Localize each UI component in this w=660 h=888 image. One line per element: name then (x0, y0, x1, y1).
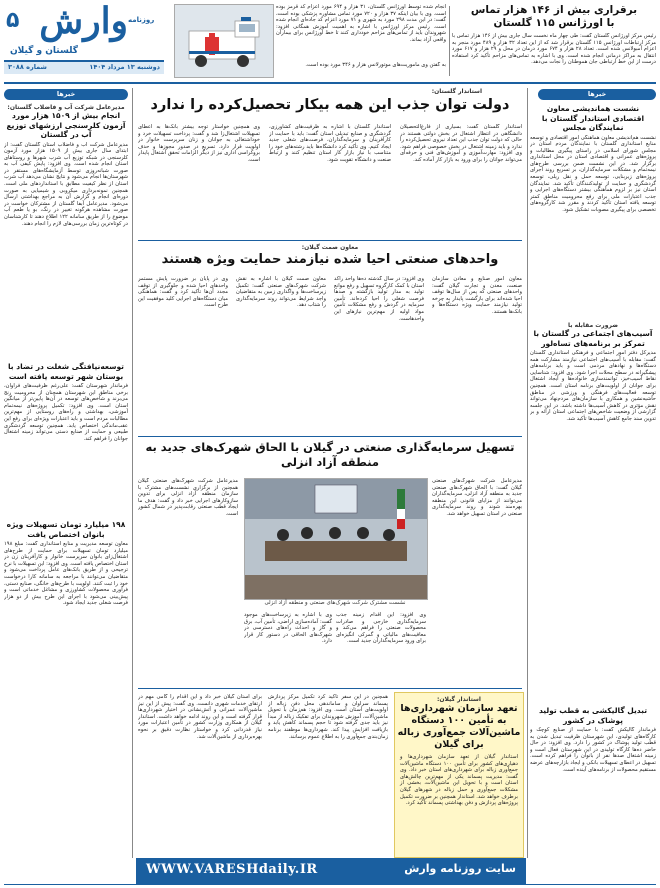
left-story-3-body: معاون توسعه مدیریت و منابع استانداری گفت: مبلغ ۱۹۸ میلیارد تومان تسهیلات برای حمایت از طرح‌های اشتغال‌زای بانوان سرپرست خانوار و کارآفرینان زن در استان اختصاص یافته است. وی افزود: این تسهیلات با نرخ ترجیحی و از طریق بانک‌های عامل پرداخت می‌شود و متقاضیان می‌توانند با مراجعه به سامانه کارا درخواست خود را ثبت کنند. اولویت با طرح‌های خانگی، صنایع دستی، فرآوری محصولات کشاورزی و مشاغل خدماتی است و پیش‌بینی می‌شود با اجرای این طرح بیش از دو هزار فرصت شغلی جدید ایجاد شود. (4, 541, 128, 607)
ambulance-story (276, 4, 446, 78)
industrial-story-body-4: مدیرعامل شرکت شهرک‌های صنعتی گیلان همچنین از برگزاری نشست‌های مشترک با سازمان منطقه آزاد انزلی برای تدوین سازوکارهای اجرایی خبر داد و گفت: هدف ما ایجاد قطب صنعتی رقابت‌پذیر در شمال کشور است. (138, 478, 238, 517)
waste-story-body: استاندار گیلان از تعهد سازمان شهرداری‌ها و دهیاری‌های کشور برای تأمین ۱۰۰ دستگاه ماشین‌آلات جمع‌آوری زباله برای شهرداری‌های استان خبر داد. وی گفت: مدیریت پسماند یکی از مهم‌ترین چالش‌های استان است و با تحویل این ماشین‌آلات، بخشی از مشکلات جمع‌آوری و حمل زباله در شهرهای گیلان برطرف خواهد شد. استاندار همچنین بر ضرورت تکمیل پروژه‌های پردازش و دفن بهداشتی پسماند تأکید کرد. (400, 754, 518, 807)
top-story (452, 4, 656, 74)
footer-label: سایت روزنامه وارش (404, 862, 516, 875)
right-news-3 (530, 706, 656, 871)
page-number: ۵ (6, 8, 20, 33)
masthead-date: دوشنبه ۱۳ مرداد ۱۴۰۴ (89, 63, 160, 71)
ambulance-illustration (175, 5, 273, 77)
main-story-kicker: استاندار گلستان: (431, 88, 482, 95)
left-story-2-headline: توسعه‌نیافتگی شغلت در تضاد با بوستان شهر توسعه یافته است (7, 362, 124, 381)
bottom-col-2-body: همچنین در این سفر تأکید کرد تکمیل مرکز پردازش پسماند سراوان و ساماندهی محل دفن زباله از اولویت‌های استان است. وی افزود: هم‌زمان با تحویل ماشین‌آلات، آموزش شهروندان برای تفکیک زباله از مبدأ نیز باید جدی گرفته شود تا حجم پسماند کاهش یابد و بازیافت افزایش پیدا کند. شهرداری‌ها موظفند برنامه زمان‌بندی جمع‌آوری را به اطلاع عموم برسانند. (268, 694, 388, 740)
middle-story-body-1: معاون امور صنایع و معادن سازمان صنعت، معدن و تجارت گیلان گفت: واحدهای صنعتی که پس از سال‌ها توقف احیا شده‌اند برای بازگشت پایدار به چرخه تولید نیازمند حمایت ویژه دستگاه‌ها و بانک‌ها هستند. (432, 276, 522, 315)
waste-story-headline-4: برای گیلان (434, 739, 484, 750)
left-story-1-kicker: مدیرعامل شرکت آب و فاضلاب گلستان: (7, 104, 125, 111)
right-news-2 (530, 322, 656, 574)
meeting-photo-caption: نشست مشترک شرکت شهرک‌های صنعتی و منطقه آزاد انزلی (264, 600, 406, 606)
waste-story-box (394, 692, 524, 858)
left-story-1 (4, 104, 128, 368)
middle-story-body-4: وی در پایان بر ضرورت پایش مستمر واحدهای احیا شده و جلوگیری از توقف مجدد آن‌ها تأکید کرد و گفت: هماهنگی میان دستگاه‌های اجرایی کلید موفقیت این طرح است. (138, 276, 228, 309)
right-news-2-kicker: ضرورت مقابله با (567, 322, 619, 329)
masthead-issue: شماره ۳۰۸۸ (8, 63, 47, 71)
waste-story-headline-3: ماشین‌آلات جمع‌آوری زباله (397, 727, 521, 738)
left-column-divider (132, 88, 133, 858)
meeting-illustration (245, 479, 427, 599)
waste-story-headline-1: تعهد سازمان شهرداری‌ها (400, 703, 518, 714)
middle-story-body-2: وی افزود: در سال گذشته ده‌ها واحد راکد استان با کمک کارگروه تسهیل و رفع موانع تولید به مدار تولید بازگشته و صدها فرصت شغلی را احیا کرده‌اند. تأمین سرمایه در گردش و رفع مشکلات تأمین مواد اولیه از مهم‌ترین نیازهای این واحدهاست. (334, 276, 424, 322)
masthead-province: گلستان و گیلان (9, 46, 79, 56)
ambulance-photo (174, 4, 274, 78)
main-story-rule (138, 240, 522, 241)
ambulance-story-body: انجام شده توسط اورژانس گلستان، ۳۱ هزار و ۶۹۴ مورد اعزام کد قرمز بوده است. وی با بیان اینکه ۳۷ هزار و ۷۲۰ مورد تماس مشاوره پزشکی بوده است، گفت: در این مدت ۲۹۸ مورد به شهری و ۷۱ مورد اعزام کد جاده‌ای انجام شده است. رئیس مرکز اورژانس با اشاره به اهمیت آموزش همگانی افزود: شهروندان باید از تماس‌های مزاحم خودداری کنند تا خط اورژانس برای بیماران واقعی آزاد بماند. (276, 4, 446, 43)
masthead-info-bar (4, 60, 164, 74)
left-story-3-headline: ۱۹۸ میلیارد تومان تسهیلات ویژه بانوان اختصاص یافت (6, 520, 126, 539)
industrial-story (138, 440, 522, 470)
right-news-2-body: مدیرکل دفتر امور اجتماعی و فرهنگی استانداری گلستان گفت: مقابله با آسیب‌های اجتماعی نیازمند مشارکت همه دستگاه‌ها و نهادهای مردمی است و باید برنامه‌های پیشگیرانه در سطح محلات اجرا شود. وی افزود: شناسایی نقاط آسیب‌خیز، توانمندسازی خانواده‌ها و ایجاد اشتغال برای جوانان از اولویت‌های برنامه استان است. همچنین توسعه فعالیت‌های فرهنگی و ورزشی در مناطق حاشیه‌نشین و همکاری با سازمان‌های مردم‌نهاد می‌تواند نقش مؤثری در کاهش آسیب‌ها داشته باشد. در این جلسه گزارشی از وضعیت شاخص‌های اجتماعی استان ارائه و بر تدوین سند جامع کاهش آسیب‌ها تأکید شد. (530, 350, 656, 422)
masthead-daily-label: روزنامه (128, 16, 155, 24)
main-story (138, 88, 522, 163)
top-story-headline-2: با اورژانس ۱۱۵ گلستان (493, 17, 615, 29)
middle-story (138, 244, 522, 322)
middle-story-headline: واحدهای صنعتی احیا شده نیازمند حمایت ویژه هستند (161, 252, 499, 267)
main-story-body-1: استاندار گلستان گفت: بسیاری از فارغ‌التحصیلان دانشگاهی در انتظار اشتغال در بخش دولتی هستند در حالی که دولت توان جذب این تعداد نیروی تحصیل‌کرده را ندارد و باید زمینه اشتغال در بخش خصوصی فراهم شود. وی افزود: مهارت‌آموزی و آموزش‌های فنی و حرفه‌ای می‌تواند جوانان را برای ورود به بازار کار آماده کند. (400, 124, 522, 163)
right-news-1-headline: نشست هماندیشی معاون اقتصادی استاندار گلستان با نمایندگان مجلس (541, 104, 645, 132)
bottom-rule (4, 884, 656, 885)
top-divider (449, 6, 450, 76)
right-news-2-headline: آسیب‌های اجتماعی در گلستان با تمرکز بر برنامه‌های تساه‌لور (533, 329, 653, 348)
footer-url[interactable]: WWW.VARESHdaily.IR (146, 862, 318, 877)
left-story-3 (4, 520, 128, 859)
industrial-story-rule (138, 688, 522, 689)
right-news-1 (530, 104, 656, 331)
industrial-story-headline-2: منطقه آزاد انزلی (280, 455, 380, 469)
waste-story-headline-2: به تأمین ۱۰۰ دستگاه (411, 715, 507, 726)
waste-story-kicker: استاندار گیلان: (437, 696, 481, 703)
right-column-divider (527, 88, 528, 858)
left-story-1-headline: انجام بیش از ۱۵۰۹ هزار مورد آزمون کلرسنجی ارزشهای توزیع آب در گلستان (6, 111, 126, 139)
main-story-body-3: وی همچنین خواستار توجه بیشتر بانک‌ها به اعطای تسهیلات اشتغال‌زا شد و گفت: پرداخت تسهیلات خرد و خوداشتغالی به جوانان و زنان سرپرست خانوار در اولویت قرار دارد. تسریع در صدور مجوزها و حذف بروکراسی اداری نیز از دیگر الزامات تحقق اشتغال پایدار است. (138, 124, 260, 163)
left-story-2 (4, 362, 128, 513)
top-story-body: رئیس مرکز اورژانس گلستان گفت: طی چهار ماه نخست سال جاری بیش از ۱۴۶ هزار تماس با مرکز ارتباطات اورژانس ۱۱۵ گلستان برقرار شد که از این تعداد ۳۲ هزار و ۴۸۹ مورد منجر به اعزام آمبولانس شده است. تعداد ۲۸ هزار و ۶۷۴ مورد درمان در محل و ۲۹ هزار و ۶۱۷ مورد انتقال به مراکز درمانی انجام شده است. وی با اشاره به تماس‌های مزاحم تأکید کرد استفاده درست از این خط ارتباطی جان هموطنان را نجات می‌دهد. (452, 33, 656, 66)
top-story-headline-1: برقراری بیش از ۱۴۶ هزار تماس (470, 4, 638, 16)
main-story-body-2: استاندار گلستان با اشاره به ظرفیت‌های کشاورزی، گردشگری و صنایع تبدیلی استان گفت: باید با حمایت از کارآفرینان و سرمایه‌گذاران، فرصت‌های شغلی جدید ایجاد کنیم. وی تأکید کرد دانشگاه‌ها باید رشته‌های خود را متناسب با نیاز بازار کار استان تنظیم کنند و ارتباط صنعت و دانشگاه تقویت شود. (269, 124, 391, 163)
middle-story-rule (138, 436, 522, 437)
industrial-story-body-3: وی با اشاره به زیرساخت‌های موجود گفت: آماده‌سازی اراضی، تأمین آب، برق و گاز و احداث راه‌های دسترسی در شهرک‌های الحاقی در دستور کار قرار دارد. (244, 612, 332, 645)
right-news-3-body: فرماندار گالیکش گفت: با حمایت از صنایع کوچک و کارگاه‌های تولیدی، این شهرستان ظرفیت تبدیل شدن به قطب تولید پوشاک در کشور را دارد. وی افزود: در حال حاضر ده‌ها کارگاه تولیدی در این شهرستان فعال است و زمینه اشتغال صدها نفر از بانوان را فراهم کرده است. تسهیل در اعطای تسهیلات بانکی و ایجاد بازارچه‌های عرضه مستقیم محصولات از برنامه‌های آینده است. (530, 727, 656, 773)
middle-story-body-3: معاون صمت گیلان با اشاره به نقش شرکت شهرک‌های صنعتی گفت: تکمیل زیرساخت‌ها و واگذاری زمین به متقاضیان واجد شرایط می‌تواند روند سرمایه‌گذاری را شتاب دهد. (236, 276, 326, 309)
industrial-story-headline-1: تسهیل سرمایه‌گذاری صنعتی در گیلان با الحاق شهرک‌های جدید به (145, 440, 515, 454)
industrial-story-body-2: وی افزود: این اقدام زمینه جذب سرمایه‌گذاری خارجی و صادرات محصولات صنعتی را فراهم می‌کند و معافیت‌های مالیاتی و گمرکی انگیزه‌ای برای ورود سرمایه‌گذاران جدید است. (336, 612, 426, 645)
masthead (0, 0, 168, 86)
right-news-label: خبرها (538, 89, 656, 100)
industrial-story-body-1: مدیرعامل شرکت شهرک‌های صنعتی گیلان گفت: با الحاق شهرک‌های صنعتی جدید به منطقه آزاد انزلی، سرمایه‌گذاران می‌توانند از مزایای قانونی این منطقه بهره‌مند شوند و روند سرمایه‌گذاری صنعتی در استان تسهیل خواهد شد. (432, 478, 522, 517)
middle-story-kicker: معاون صمت گیلان: (301, 244, 359, 251)
left-story-2-body: فرماندار شهرستان گفت: علی‌رغم ظرفیت‌های فراوان، برخی مناطق این شهرستان همچنان از محرومیت رنج می‌برند و شاخص‌های توسعه در آن‌ها پایین‌تر از میانگین استان است. وی افزود: تکمیل پروژه‌های نیمه‌تمام آموزشی، بهداشتی و راه‌های روستایی از مهم‌ترین مطالبات مردم است و باید اعتبارات ویژه‌ای برای رفع این عقب‌ماندگی اختصاص یابد. همچنین توسعه گردشگری طبیعی و حمایت از صنایع دستی می‌تواند زمینه اشتغال جوانان را فراهم کند. (4, 383, 128, 442)
masthead-logo: وارش (39, 0, 128, 42)
footer-banner (136, 858, 526, 884)
meeting-photo (244, 478, 428, 600)
right-news-1-body: نشست هم‌اندیشی معاون هماهنگی امور اقتصادی و توسعه منابع استانداری گلستان با نمایندگان مردم استان در مجلس شورای اسلامی در راستای پیگیری مطالبات و پروژه‌های عمرانی و اقتصادی استان در محل استانداری برگزار شد. در این نشست ضمن بررسی طرح‌های نیمه‌تمام و مشکلات سرمایه‌گذاران، بر تسریع روند اجرای پروژه‌های زیربنایی، توسعه حمل و نقل ریلی، توسعه گردشگری و حمایت از تولیدکنندگان تأکید شد. نمایندگان استان نیز بر لزوم هماهنگی بیشتر دستگاه‌های اجرایی و جذب اعتبارات ملی برای رفع محرومیت مناطق کمتر توسعه یافته استان تأکید کردند و مقرر شد کارگروه‌های تخصصی برای پیگیری مصوبات تشکیل شود. (530, 134, 656, 214)
left-story-1-body: مدیرعامل شرکت آب و فاضلاب استان گلستان گفت: از ابتدای سال جاری بیش از ۱۵۰۹ هزار مورد آزمون کلرسنجی در شبکه توزیع آب شرب شهرها و روستاهای استان انجام شده است. وی افزود: پایش کیفی آب به صورت شبانه‌روزی توسط آزمایشگاه‌های مستقر در شهرستان‌ها انجام می‌شود و نتایج نشان می‌دهد آب شرب استان از نظر کیفیت مطابق با استانداردهای ملی است. همچنین نمونه‌برداری میکروبی و شیمیایی به صورت دوره‌ای انجام و گزارش آن به مراجع بهداشتی ارسال می‌شود. مدیرعامل آبفا گلستان از مشترکان خواست در صورت مشاهده هرگونه تغییر در رنگ، بو یا طعم آب موضوع را از طریق سامانه ۱۲۲ اطلاع دهند تا کارشناسان در کوتاه‌ترین زمان بررسی‌های لازم را انجام دهند. (4, 141, 128, 227)
left-news-label: خبرها (4, 89, 128, 100)
bottom-col-3-body: برای استان گیلان خبر داد و این اقدام را گامی مهم در ارتقای خدمات شهری دانست. وی گفت: پیش از این نیز ماشین‌آلات عمرانی و آتش‌نشانی در اختیار شهرداری‌ها قرار گرفته است و این روند ادامه خواهد داشت. استاندار گیلان از همکاری وزارت کشور در تأمین اعتبارات مورد نیاز قدردانی کرد و خواستار نظارت دقیق بر نحوه بهره‌برداری از ماشین‌آلات شد. (138, 694, 262, 740)
top-rule (4, 82, 656, 84)
main-story-headline: دولت توان جذب این همه بیکار تحصیل‌کرده را ندارد (150, 97, 510, 113)
right-news-3-headline: تبدیل گالیکشی به قطب تولید پوشاک در کشور (538, 706, 648, 725)
ambulance-story-tail: به گفتن وی مأموریت‌های موتورلانس هزار و ۳۴۶ مورد بوده است. (305, 62, 446, 68)
